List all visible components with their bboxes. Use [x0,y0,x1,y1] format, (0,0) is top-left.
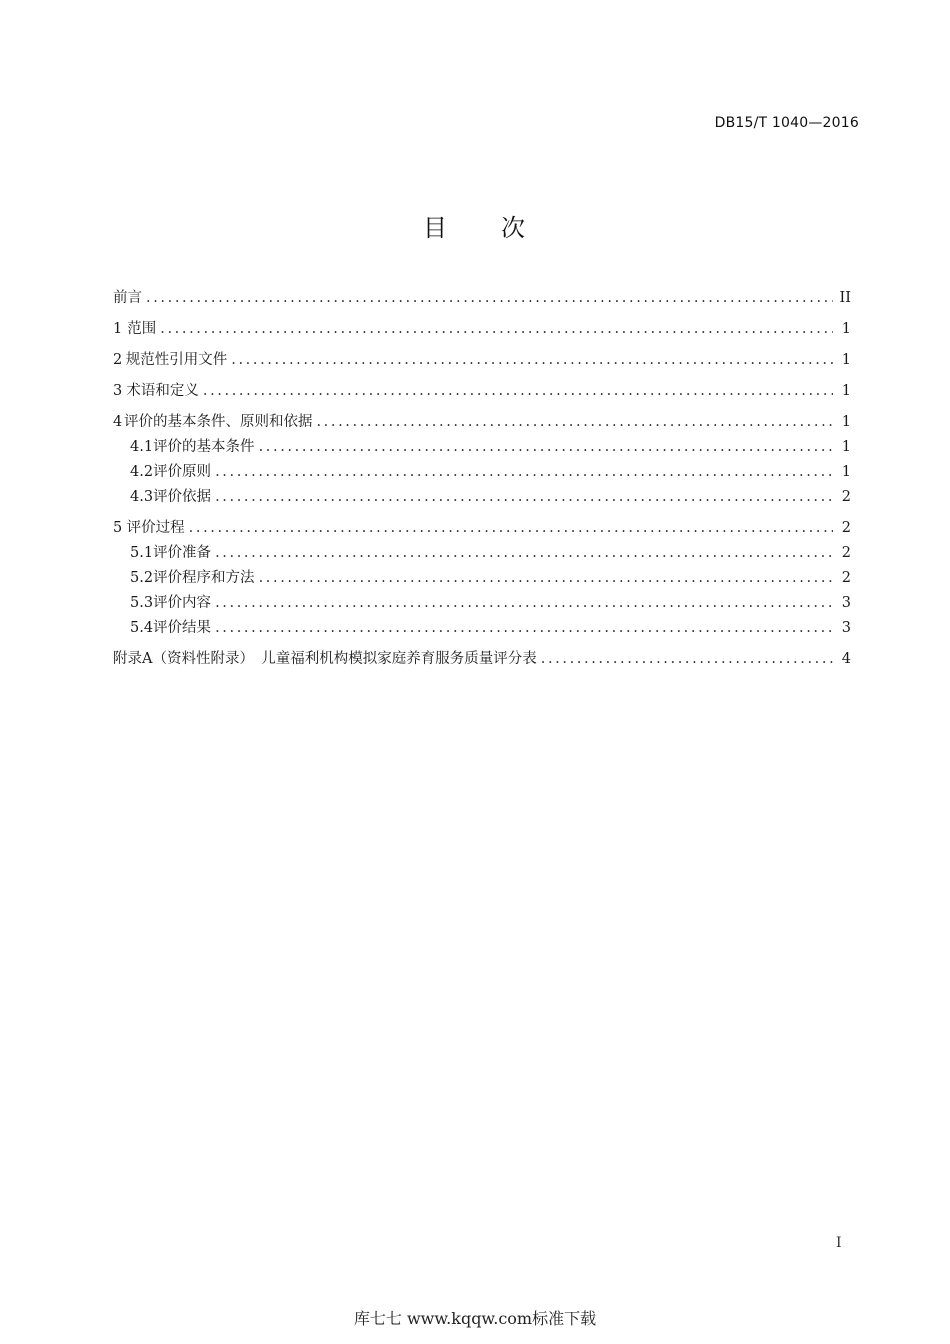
toc-entry-page: 1 [841,414,851,430]
toc-entry-1[interactable] [113,311,851,342]
toc-entry-page: 2 [841,520,851,536]
title-char-2: 次 [501,214,527,242]
toc-entry-appendix-a[interactable] [113,641,851,672]
toc-entry-label: 评价依据 [153,489,212,505]
toc-entry-label: 评价的基本条件、原则和依据 [123,414,313,430]
toc-entry-page: 1 [841,352,851,368]
toc-entry-page: 4 [841,651,851,667]
toc-entry-label: 评价内容 [153,595,212,611]
toc-entry-number: 5.1 [130,545,154,561]
toc-entry-4-1[interactable] [113,435,851,460]
document-code: DB15/T 1040—2016 [714,115,859,131]
toc-entry-page: 2 [841,570,851,586]
toc-leader-dots [215,460,833,485]
toc-entry-5[interactable] [113,510,851,541]
toc-entry-page: 3 [841,620,851,636]
toc-leader-dots [215,616,833,641]
toc-entry-page: 1 [841,464,851,480]
toc-entry-number: 5 [113,520,123,536]
toc-entry-5-3[interactable] [113,591,851,616]
toc-entry-5-4[interactable] [113,616,851,641]
page-title [0,208,950,243]
toc-entry-page: 1 [841,439,851,455]
toc-entry-label: 评价准备 [153,545,212,561]
title-char-1: 目 [423,214,449,242]
toc-entry-label: 评价的基本条件 [153,439,255,455]
toc-entry-5-2[interactable] [113,566,851,591]
toc-entry-3[interactable] [113,373,851,404]
toc-entry-label: 范围 [127,321,157,337]
toc-entry-label: 评价过程 [126,520,185,536]
toc-entry-page: 3 [841,595,851,611]
toc-entry-number: 3 [113,383,123,399]
toc-entry-number: 2 [113,352,123,368]
toc-entry-number: 4 [113,414,123,430]
toc-entry-label: 术语和定义 [126,383,199,399]
toc-entry-page: 1 [841,321,851,337]
toc-entry-page: II [839,290,851,306]
toc-entry-label: 规范性引用文件 [125,352,228,368]
table-of-contents [113,286,851,672]
toc-entry-number: 4.1 [130,439,154,455]
toc-leader-dots [259,435,833,460]
toc-entry-label: 评价原则 [153,464,212,480]
toc-entry-label: 前言 [113,290,142,306]
toc-entry-number: 5.3 [130,595,154,611]
toc-leader-dots [146,286,833,311]
toc-entry-4[interactable] [113,404,851,435]
toc-leader-dots [160,317,833,342]
toc-leader-dots [203,379,833,404]
toc-leader-dots [231,348,833,373]
toc-leader-dots [215,541,833,566]
toc-entry-page: 2 [841,545,851,561]
toc-leader-dots [259,566,833,591]
toc-entry-number: 4.2 [130,464,154,480]
toc-entry-page: 1 [841,383,851,399]
toc-entry-number: 1 [113,321,123,337]
watermark-text: 库七七 www.kqqw.com标准下载 [353,1309,597,1328]
toc-entry-label: 评价结果 [153,620,212,636]
toc-entry-4-3[interactable] [113,485,851,510]
toc-entry-foreword[interactable] [113,286,851,311]
toc-entry-number: 5.2 [130,570,154,586]
toc-leader-dots [541,647,833,672]
toc-leader-dots [215,485,833,510]
toc-entry-page: 2 [841,489,851,505]
page-number: I [836,1235,842,1251]
toc-entry-number: 4.3 [130,489,154,505]
toc-leader-dots [316,410,833,435]
toc-entry-5-1[interactable] [113,541,851,566]
toc-entry-4-2[interactable] [113,460,851,485]
toc-entry-label: 附录A（资料性附录） 儿童福利机构模拟家庭养育服务质量评分表 [113,651,537,667]
toc-leader-dots [215,591,833,616]
toc-leader-dots [189,516,833,541]
toc-entry-2[interactable] [113,342,851,373]
toc-entry-label: 评价程序和方法 [153,570,255,586]
toc-entry-number: 5.4 [130,620,154,636]
